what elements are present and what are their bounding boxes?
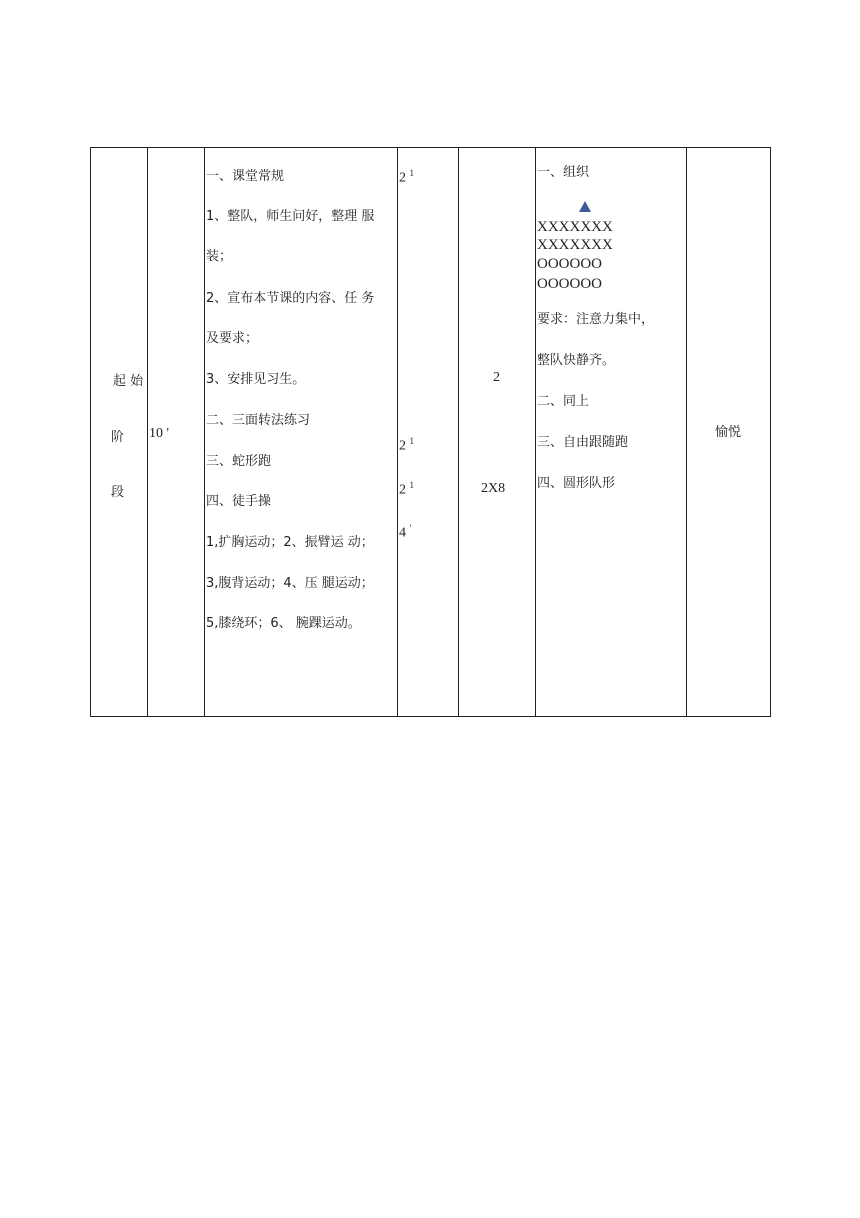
reps-value: 2X8 xyxy=(481,481,506,496)
duration-value: 10 ' xyxy=(149,426,170,441)
requirement-line: 要求：注意力集中， xyxy=(537,312,655,327)
content-line: 二、三面转法练习 xyxy=(206,413,311,428)
content-line: 四、徒手操 xyxy=(206,494,272,509)
times-cell xyxy=(398,148,459,717)
stage-line-3: 段 xyxy=(111,485,125,500)
organization-item: 四、圆形队形 xyxy=(537,476,616,491)
time-entry: 2 $^1$ xyxy=(399,168,414,186)
organization-item: 三、自由跟随跑 xyxy=(537,435,629,450)
organization-item: 二、同上 xyxy=(537,394,590,409)
organization-heading: 一、组织 xyxy=(537,165,590,180)
content-line: 三、蛇形跑 xyxy=(206,454,272,469)
content-line: 3、安排见习生。 xyxy=(206,372,306,387)
content-line: 一、课堂常规 xyxy=(206,169,285,184)
lesson-plan-table xyxy=(90,147,771,717)
formation-row: OOOOOO xyxy=(537,256,602,272)
content-line: 2、宣布本节课的内容、任 务 xyxy=(206,291,375,306)
content-line: 1、整队，师生问好，整理 服 xyxy=(206,209,375,224)
formation-row: OOOOOO xyxy=(537,276,602,292)
reps-cell xyxy=(459,148,536,717)
requirement-line: 整队快静齐。 xyxy=(537,353,616,368)
mood-cell xyxy=(687,148,771,717)
time-entry: 2 $^1$ xyxy=(399,480,414,498)
content-cell xyxy=(205,148,398,717)
stage-line-1: 起 始 xyxy=(113,374,144,389)
content-line: 装； xyxy=(206,249,233,264)
time-entry: 2 $^1$ xyxy=(399,436,414,454)
organization-cell xyxy=(536,148,687,717)
stage-cell xyxy=(91,148,148,717)
time-entry: 4 ' xyxy=(399,523,412,541)
content-line: 及要求； xyxy=(206,331,259,346)
content-line: 3,腹背运动；4、压 腿运动； xyxy=(206,576,374,591)
mood-value: 愉悦 xyxy=(715,425,742,440)
reps-value: 2 xyxy=(493,370,500,385)
content-line: 1,扩胸运动；2、振臂运 动； xyxy=(206,535,374,550)
duration-cell xyxy=(148,148,205,717)
stage-line-2: 阶 xyxy=(111,430,125,445)
formation-row: XXXXXXX xyxy=(537,219,613,235)
teacher-triangle-icon xyxy=(579,201,591,212)
formation-row: XXXXXXX xyxy=(537,237,613,253)
content-line: 5,膝绕环；6、 腕踝运动。 xyxy=(206,616,361,631)
